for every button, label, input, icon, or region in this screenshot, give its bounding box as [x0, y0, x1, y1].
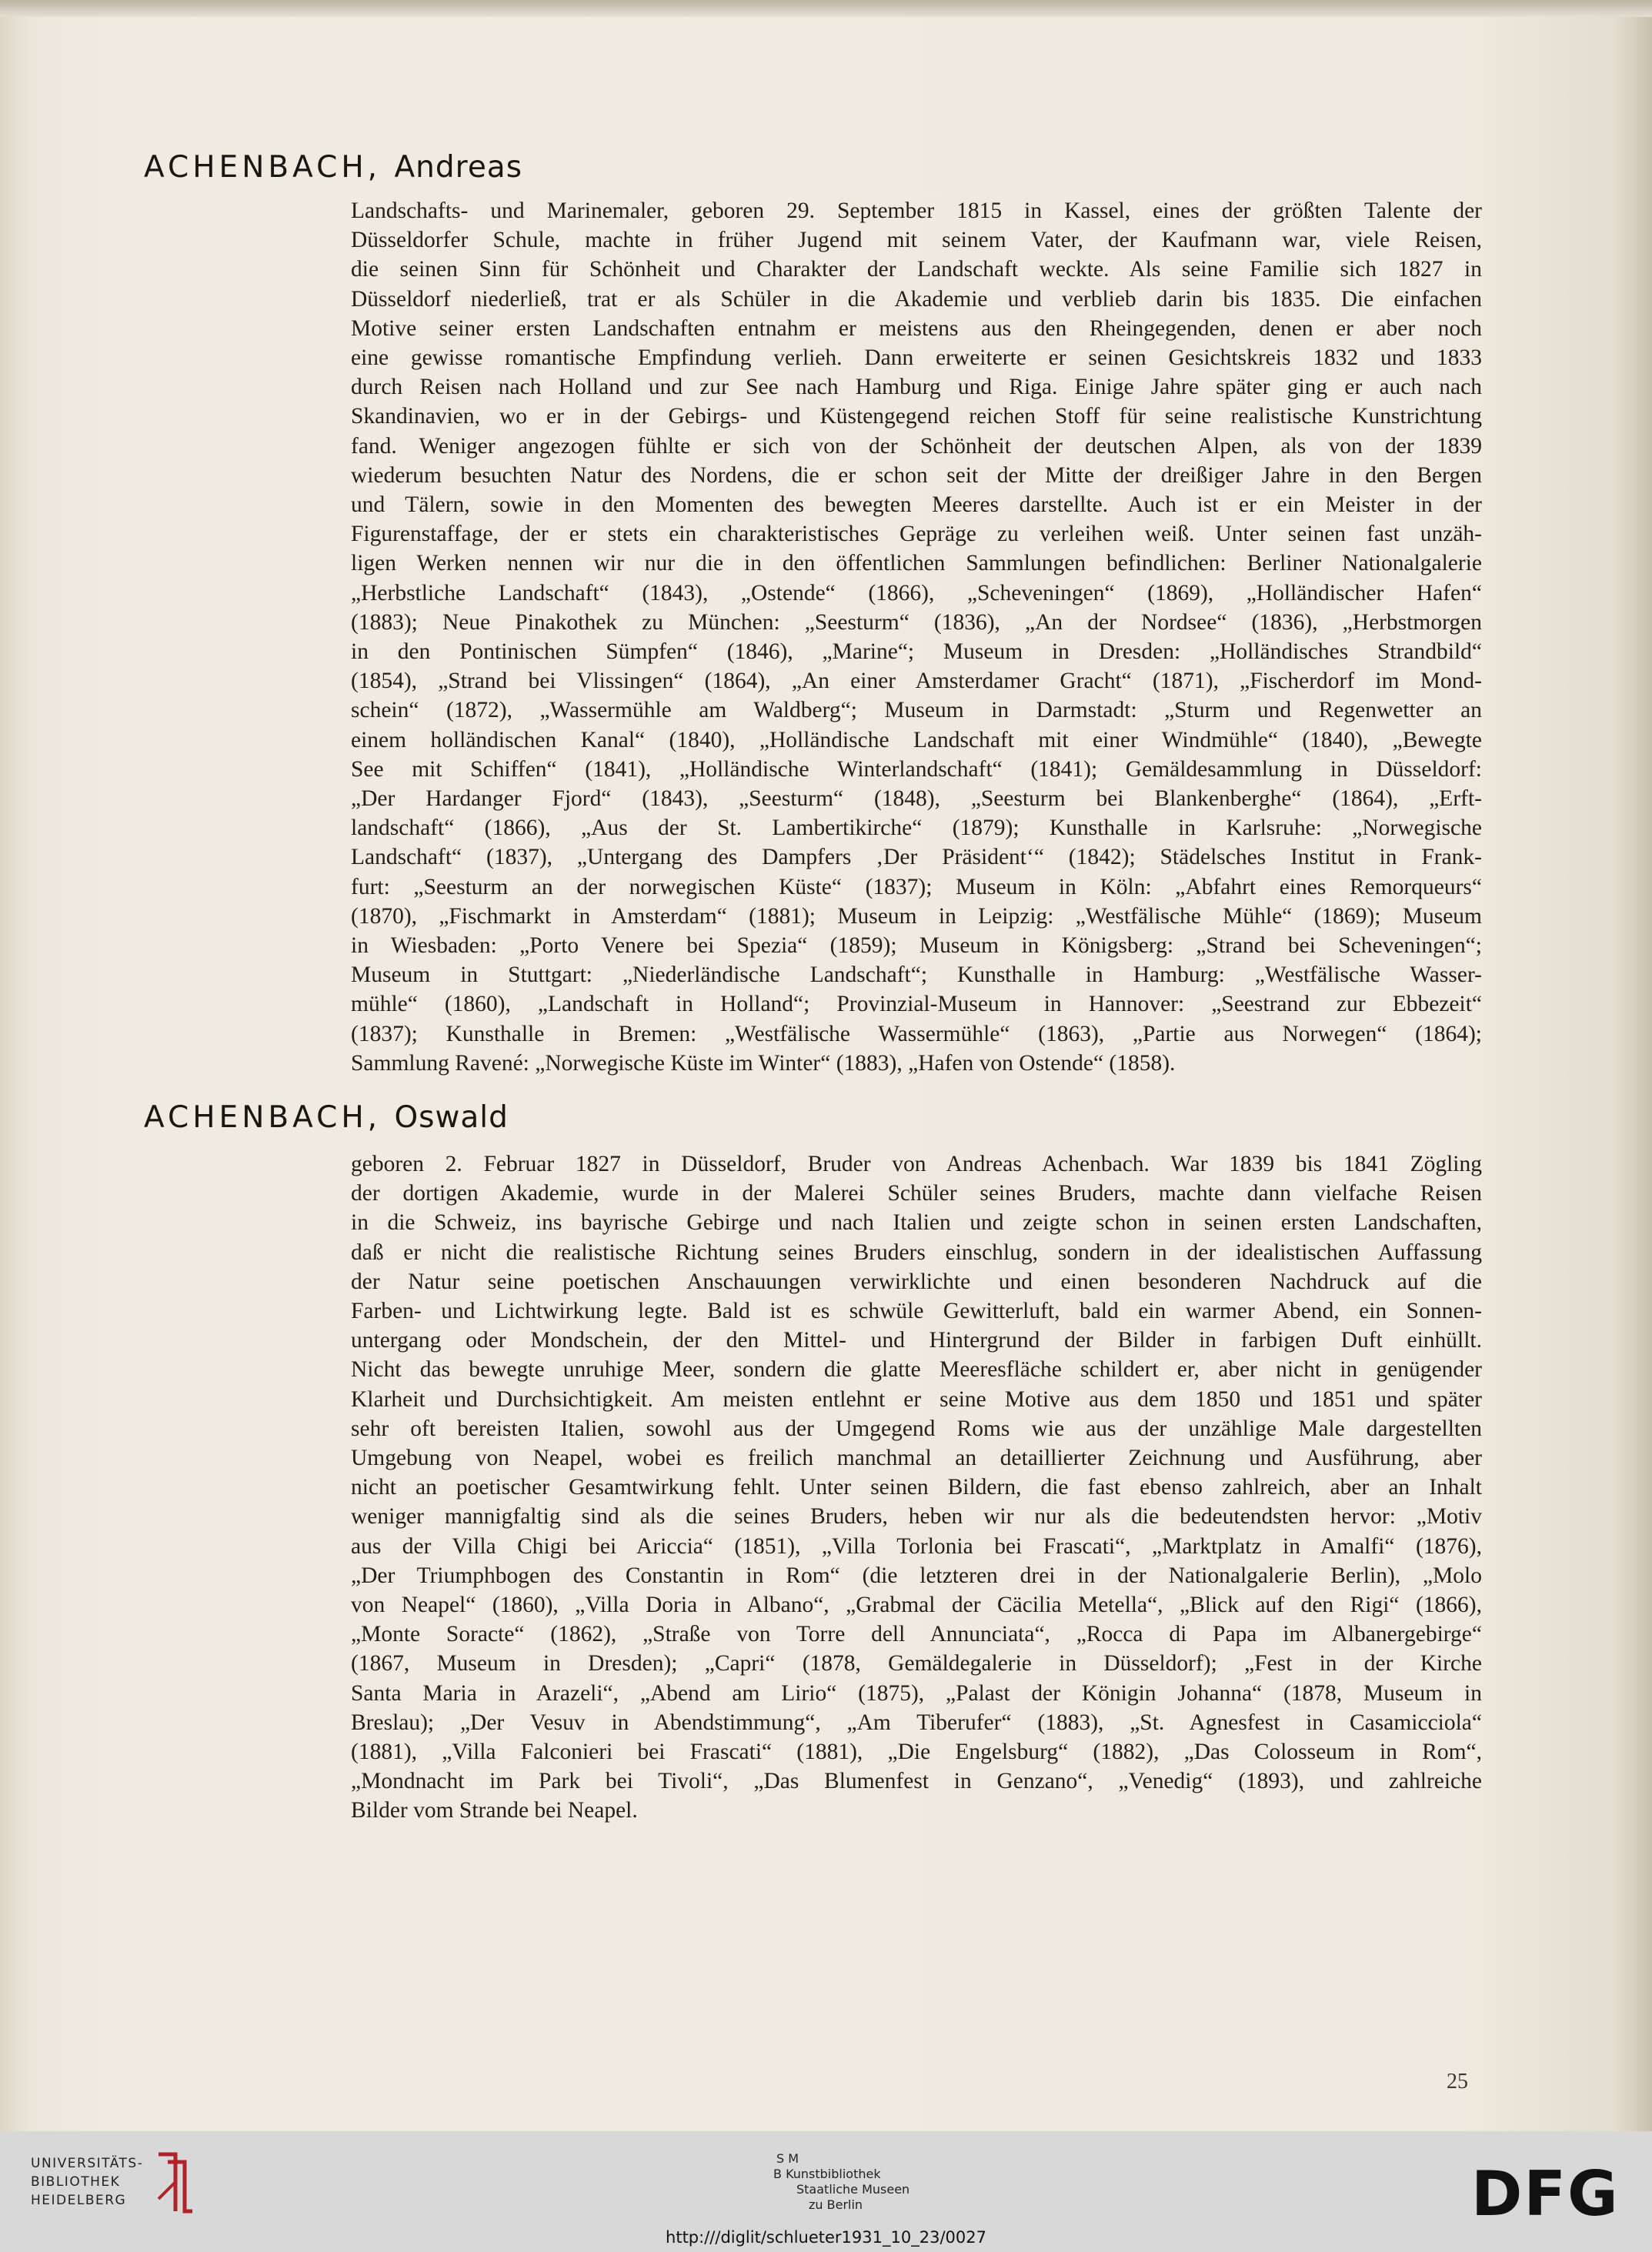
text-line: „Der Hardanger Fjord“ (1843), „Seesturm“ (1848), „Seesturm bei Blankenberghe“ (1864), „Erft- [351, 786, 1482, 812]
text-line: einem holländischen Kanal“ (1840), „Holländische Landschaft mit einer Windmühle“ (1840), „Bewegte [351, 727, 1482, 752]
text-line: fand. Weniger angezogen fühlte er sich von der Schönheit der deutschen Alpen, als von der 1839 [351, 433, 1482, 459]
page-top-edge [0, 0, 1652, 17]
text-line: Motive seiner ersten Landschaften entnahm er meistens aus den Rheingegenden, denen er aber noch [351, 315, 1482, 341]
text-line: Farben- und Lichtwirkung legte. Bald ist es schwüle Gewitterluft, bald ein warmer Abend, ein Sonnen- [351, 1299, 1482, 1324]
text-line: geboren 2. Februar 1827 in Düsseldorf, Bruder von Andreas Achenbach. War 1839 bis 1841 Zögling [351, 1152, 1482, 1176]
text-line: Nicht das bewegte unruhige Meer, sondern die glatte Meeresfläche schildert er, aber nicht in genügender [351, 1357, 1482, 1383]
library-line: S M [776, 2151, 799, 2166]
text-line: von Neapel“ (1860), „Villa Doria in Albano“, „Grabmal der Cäcilia Metella“, „Blick auf den Rigi“ (1866), [351, 1593, 1482, 1618]
text-line: (1837); Kunsthalle in Bremen: „Westfälische Wassermühle“ (1863), „Partie aus Norwegen“ (1864); [351, 1021, 1482, 1046]
text-line: See mit Schiffen“ (1841), „Holländische Winterlandschaft“ (1841); Gemäldesammlung in Düsseldorf: [351, 756, 1482, 782]
dfg-logo: DFG [1471, 2158, 1620, 2230]
university-line: HEIDELBERG [31, 2193, 127, 2208]
entry-body-andreas [351, 196, 1482, 1078]
entry-given-name: Oswald [394, 1100, 509, 1135]
text-line: „Mondnacht im Park bei Tivoli“, „Das Blumenfest in Genzano“, „Venedig“ (1893), und zahlreiche [351, 1769, 1482, 1794]
text-line: (1867, Museum in Dresden); „Capri“ (1878, Gemäldegalerie in Düsseldorf); „Fest in der Kirche [351, 1651, 1482, 1676]
text-line: in Wiesbaden: „Porto Venere bei Spezia“ (1859); Museum in Königsberg: „Strand bei Scheveningen“; [351, 933, 1482, 959]
text-line: ligen Werken nennen wir nur die in den öffentlichen Sammlungen befindlichen: Berliner Nationalgalerie [351, 551, 1482, 576]
text-line: Skandinavien, wo er in der Gebirgs- und Küstengegend reichen Stoff für seine realistische Kunstrichtung [351, 404, 1482, 429]
text-line: Düsseldorfer Schule, machte in früher Jugend mit seinem Vater, der Kaufmann war, viele Reisen, [351, 228, 1482, 253]
text-line: die seinen Sinn für Schönheit und Charakter der Landschaft weckte. Als seine Familie sich 1827 in [351, 257, 1482, 282]
kunstbibliothek-label [773, 2151, 909, 2213]
text-line: Museum in Stuttgart: „Niederländische Landschaft“; Kunsthalle in Hamburg: „Westfälische Wasser- [351, 963, 1482, 988]
text-line: „Der Triumphbogen des Constantin in Rom“ (die letzteren drei in der Nationalgalerie Berlin), „Molo [351, 1563, 1482, 1588]
text-line: weniger mannigfaltig sind als die seines Bruders, heben wir nur als die bedeutendsten hervor: „Motiv [351, 1504, 1482, 1530]
page-number: 25 [1447, 2070, 1468, 2094]
entry-heading-oswald [144, 1100, 509, 1135]
text-line: Santa Maria in Arazeli“, „Abend am Lirio“ (1875), „Palast der Königin Johanna“ (1878, Museum in [351, 1680, 1482, 1706]
text-line: aus der Villa Chigi bei Ariccia“ (1851), „Villa Torlonia bei Frascati“, „Marktplatz in Amalfi“ (1876), [351, 1533, 1482, 1559]
text-line: Breslau); „Der Vesuv in Abendstimmung“, „Am Tiberufer“ (1883), „St. Agnesfest in Casamicciola“ [351, 1710, 1482, 1735]
text-line: in den Pontinischen Sümpfen“ (1846), „Marine“; Museum in Dresden: „Holländisches Strandbild“ [351, 639, 1482, 665]
text-line: Landschafts- und Marinemaler, geboren 29. September 1815 in Kassel, eines der größten Talente der [351, 199, 1482, 223]
text-line: Bilder vom Strande bei Neapel. [351, 1798, 638, 1823]
entry-heading-andreas [144, 150, 522, 185]
entry-given-name: Andreas [394, 150, 523, 185]
text-line: wiederum besuchten Natur des Nordens, die er schon seit der Mitte der dreißiger Jahre in den Bergen [351, 462, 1482, 488]
text-line: (1870), „Fischmarkt in Amsterdam“ (1881); Museum in Leipzig: „Westfälische Mühle“ (1869); Museum [351, 903, 1482, 929]
text-line: der Natur seine poetischen Anschauungen verwirklichte und einen besonderen Nachdruck auf die [351, 1269, 1482, 1294]
text-line: „Monte Soracte“ (1862), „Straße von Torre dell Annunciata“, „Rocca di Papa im Albanergebirge“ [351, 1622, 1482, 1647]
text-line: „Herbstliche Landschaft“ (1843), „Ostende“ (1866), „Scheveningen“ (1869), „Holländischer Hafen“ [351, 580, 1482, 606]
library-line: zu Berlin [809, 2197, 863, 2212]
text-line: Düsseldorf niederließ, trat er als Schüler in die Akademie und verblieb darin bis 1835. Die einfachen [351, 286, 1482, 312]
text-line: (1881), „Villa Falconieri bei Frascati“ (1881), „Die Engelsburg“ (1882), „Das Colosseum in Rom“, [351, 1740, 1482, 1765]
text-line: Figurenstaffage, der er stets ein charakteristisches Gepräge zu verleihen weiß. Unter seinen fast unzäh- [351, 522, 1482, 547]
text-line: in die Schweiz, ins bayrische Gebirge und nach Italien und zeigte schon in seinen ersten Landschaften, [351, 1210, 1482, 1236]
text-line: eine gewisse romantische Empfindung verlieh. Dann erweiterte er seinen Gesichtskreis 1832 und 1833 [351, 345, 1482, 371]
library-line: B Kunstbibliothek [773, 2167, 881, 2181]
text-line: der dortigen Akademie, wurde in der Malerei Schüler seines Bruders, machte dann vielfache Reisen [351, 1181, 1482, 1206]
library-line: Staatliche Museen [796, 2182, 910, 2197]
text-line: sehr oft bereisten Italien, sowohl aus der Umgegend Roms wie aus der unzählige Male dargestellten [351, 1416, 1482, 1441]
text-line: Klarheit und Durchsichtigkeit. Am meisten entlehnt er seine Motive aus dem 1850 und 1851 und später [351, 1386, 1482, 1412]
university-library-label [31, 2154, 143, 2210]
text-line: untergang oder Mondschein, der den Mittel- und Hintergrund der Bilder in farbigen Duft einhüllt. [351, 1328, 1482, 1353]
entry-body-oswald [351, 1149, 1482, 1826]
page-url[interactable]: http:///diglit/schlueter1931_10_23/0027 [666, 2228, 986, 2247]
text-line: (1883); Neue Pinakothek zu München: „Seesturm“ (1836), „An der Nordsee“ (1836), „Herbstmorgen [351, 609, 1482, 635]
text-line: furt: „Seesturm an der norwegischen Küste“ (1837); Museum in Köln: „Abfahrt eines Remorqueurs“ [351, 874, 1482, 899]
university-line: BIBLIOTHEK [31, 2174, 121, 2190]
text-line: Umgebung von Neapel, wobei es freilich manchmal an detaillierter Zeichnung und Ausführung, aber [351, 1446, 1482, 1471]
text-line: nicht an poetischer Gesamtwirkung fehlt. Unter seinen Bildern, die fast ebenso zahlreich, aber an Inhalt [351, 1475, 1482, 1500]
text-line: Sammlung Ravené: „Norwegische Küste im Winter“ (1883), „Hafen von Ostende“ (1858). [351, 1050, 1176, 1076]
entry-surname: ACHENBACH, [144, 1100, 382, 1135]
text-line: daß er nicht die realistische Richtung seines Bruders einschlug, sondern in der idealistischen Auffassung [351, 1239, 1482, 1265]
text-line: landschaft“ (1866), „Aus der St. Lambertikirche“ (1879); Kunsthalle in Karlsruhe: „Norwegische [351, 816, 1482, 841]
text-line: schein“ (1872), „Wassermühle am Waldberg“; Museum in Darmstadt: „Sturm und Regenwetter an [351, 698, 1482, 723]
text-line: (1854), „Strand bei Vlissingen“ (1864), „An einer Amsterdamer Gracht“ (1871), „Fischerdorf im Mond- [351, 669, 1482, 694]
university-line: UNIVERSITÄTS- [31, 2156, 144, 2171]
entry-surname: ACHENBACH, [144, 150, 382, 185]
text-line: Landschaft“ (1837), „Untergang des Dampfers ‚Der Präsident‘“ (1842); Städelsches Institut in Frank- [351, 845, 1482, 870]
university-logo-icon [152, 2151, 199, 2214]
text-line: mühle“ (1860), „Landschaft in Holland“; Provinzial-Museum in Hannover: „Seestrand zur Ebbezeit“ [351, 992, 1482, 1017]
text-line: durch Reisen nach Holland und zur See nach Hamburg und Riga. Einige Jahre später ging er auch nach [351, 375, 1482, 400]
text-line: und Tälern, sowie in den Momenten des bewegten Meeres darstellte. Auch ist er ein Meister in der [351, 492, 1482, 518]
